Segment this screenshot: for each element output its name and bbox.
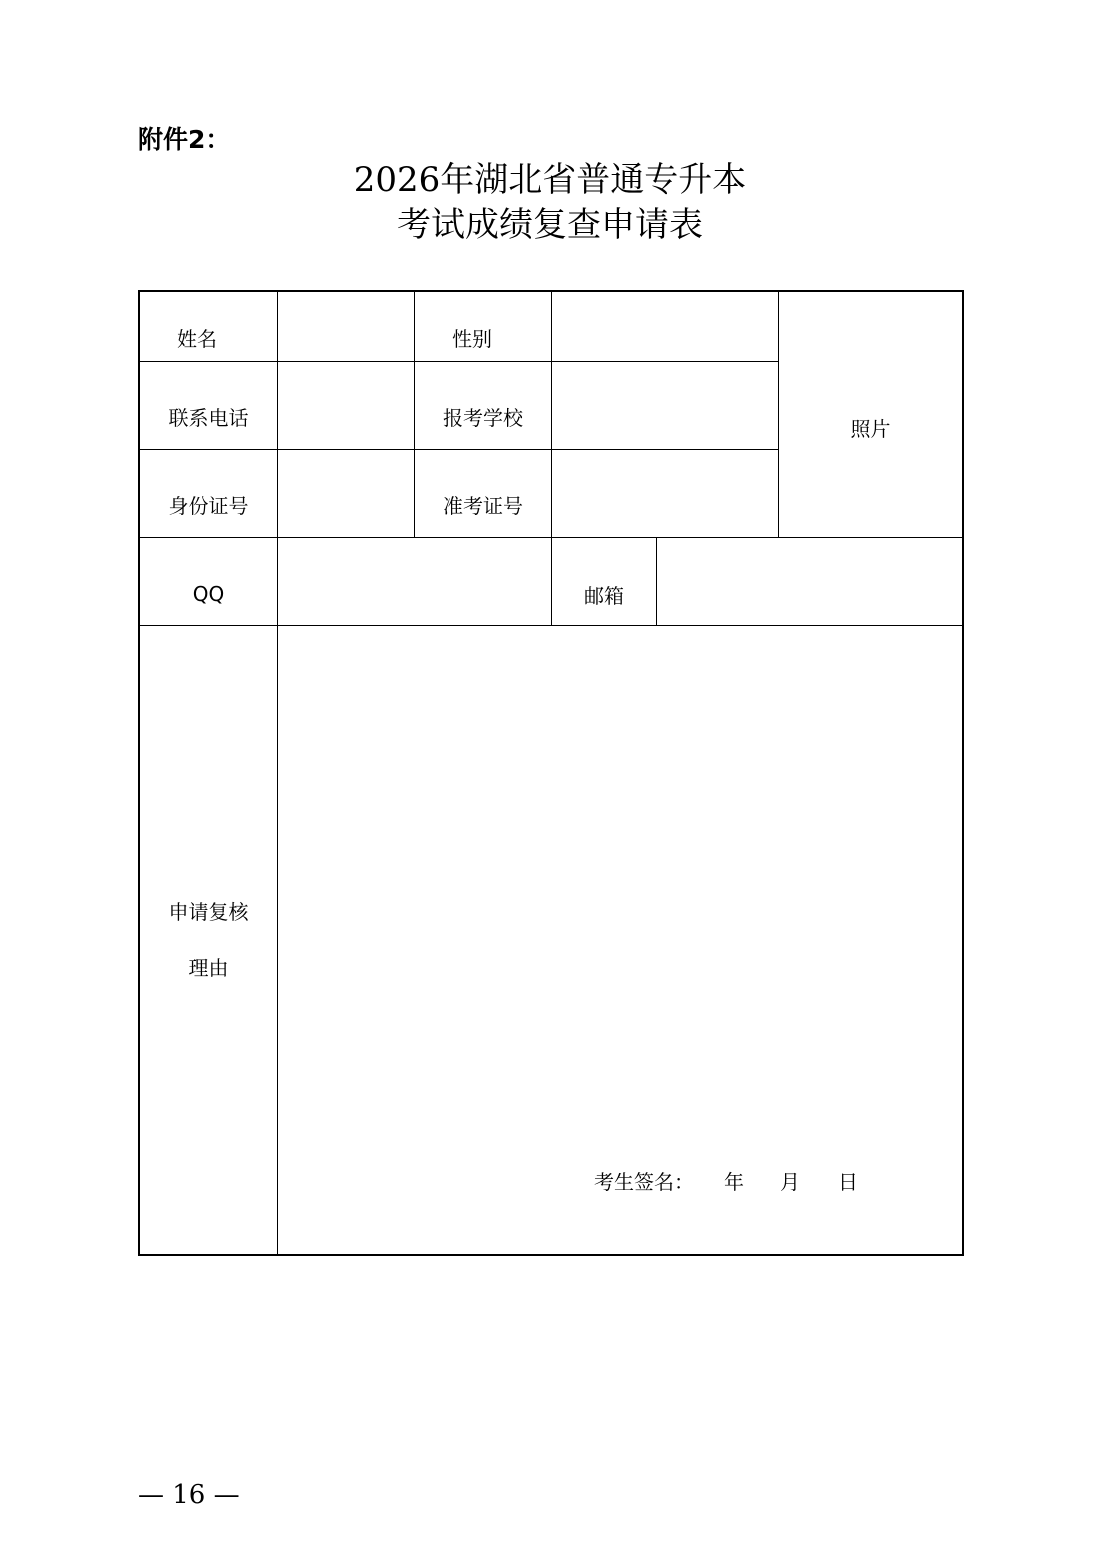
email-field[interactable] <box>657 538 962 625</box>
form-title-line1: 2026年湖北省普通专升本 <box>353 160 747 200</box>
qq-field[interactable] <box>278 538 551 625</box>
photo-box[interactable]: 照片 <box>850 416 891 441</box>
signature-label: 考生签名： <box>594 1170 694 1194</box>
signature-line <box>594 1166 858 1195</box>
school-label: 报考学校 <box>443 405 523 430</box>
reason-label <box>140 626 277 1254</box>
school-field[interactable] <box>552 362 778 449</box>
form-title-line2: 考试成绩复查申请表 <box>397 205 703 245</box>
admission-number-field[interactable] <box>552 450 778 537</box>
application-form-table <box>138 290 964 1256</box>
signature-year: 年 <box>724 1170 744 1194</box>
id-number-label: 身份证号 <box>168 493 249 518</box>
name-label: 姓名 <box>177 326 217 351</box>
admission-number-label: 准考证号 <box>443 493 523 518</box>
id-number-field[interactable] <box>278 450 414 537</box>
qq-label: QQ <box>192 582 225 606</box>
phone-label: 联系电话 <box>168 405 249 430</box>
signature-day: 日 <box>838 1170 858 1194</box>
name-field[interactable] <box>278 292 414 361</box>
gender-label: 性别 <box>452 326 492 351</box>
reason-field[interactable] <box>278 626 962 1126</box>
phone-field[interactable] <box>278 362 414 449</box>
attachment-label: 附件2： <box>138 125 231 154</box>
page-number: — 16 — <box>138 1480 240 1510</box>
reason-label-line2: 理由 <box>188 956 229 980</box>
email-label: 邮箱 <box>584 583 624 608</box>
reason-label-line1: 申请复核 <box>168 900 249 924</box>
gender-field[interactable] <box>552 292 778 361</box>
signature-month: 月 <box>780 1170 800 1194</box>
